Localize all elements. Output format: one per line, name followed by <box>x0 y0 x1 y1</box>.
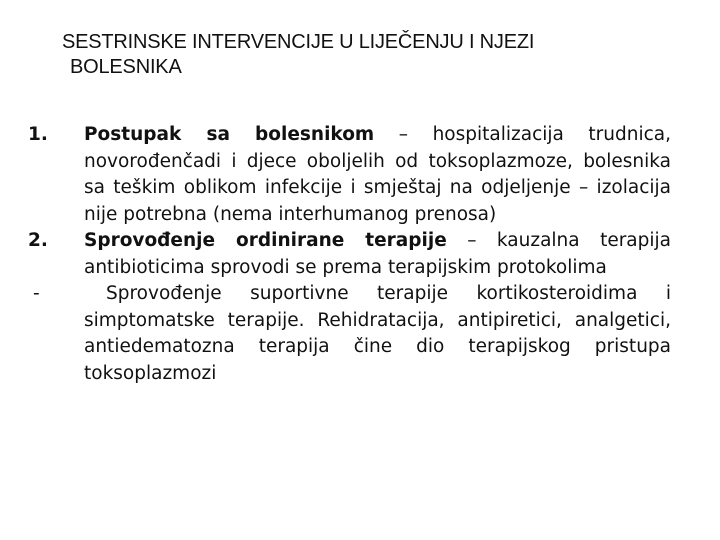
list-item-number: 1. <box>28 124 48 145</box>
list-item-3 <box>28 281 671 387</box>
slide-title-line2: BOLESNIKA <box>70 56 182 78</box>
slide-title-line1: SESTRINSKE INTERVENCIJE U LIJEČENJU I NJEZI <box>62 31 535 53</box>
list-item-2 <box>28 228 671 281</box>
list-item-number: 2. <box>28 230 48 251</box>
list-item-heading: Sprovođenje ordinirane terapije <box>84 230 447 251</box>
list-item-text: Sprovođenje suportivne terapije kortikosteroidima i simptomatske terapije. Rehidratacija, antipiretici, analgetici, antiedematozna terapija čine dio terapijskog pristupa toksoplazmozi <box>84 283 671 384</box>
list-item-1 <box>28 122 671 228</box>
list-item-text: – hospitalizacija trudnica, novorođenčadi i djece oboljelih od toksoplazmoze, bolesnika sa teškim oblikom infekcije i smještaj na odjeljenje – izolacija nije potrebna (nema interhumanog prenosa) <box>84 124 671 225</box>
slide-content <box>28 122 671 387</box>
list-item-dash: - <box>33 283 40 304</box>
list-item-text: – kauzalna terapija antibioticima sprovodi se prema terapijskim protokolima <box>84 230 672 278</box>
slide-title <box>62 30 662 80</box>
list-item-heading: Postupak sa bolesnikom <box>84 124 375 145</box>
